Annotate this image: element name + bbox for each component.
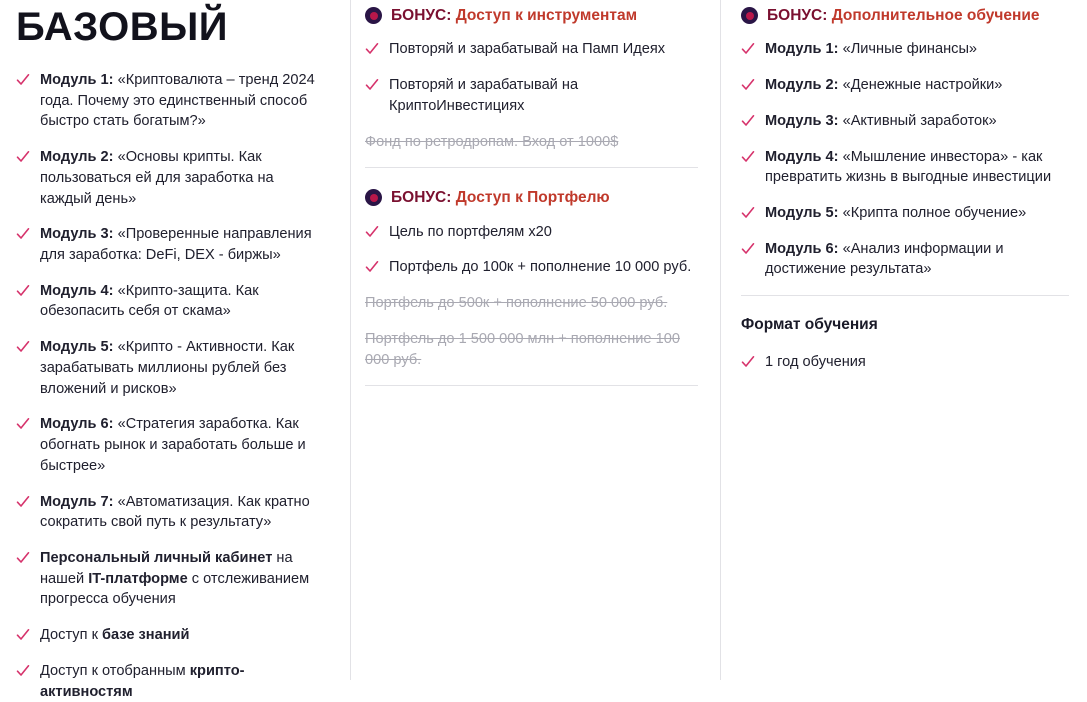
- item-rest: «Крипто - Активности. Как зарабатывать миллионы рублей без вложений и рисков»: [40, 339, 295, 397]
- item-bold: Персональный личный кабинет: [40, 549, 273, 566]
- section-divider: [741, 295, 1069, 296]
- item-bold: крипто-активностям: [40, 662, 245, 700]
- bonus-tools-list: [365, 39, 698, 152]
- page-title: БАЗОВЫЙ: [16, 5, 229, 49]
- item-bold: Модуль 5:: [765, 204, 839, 221]
- check-icon: [741, 150, 755, 164]
- list-item-disabled: [365, 293, 698, 314]
- list-item-label: Фонд по ретродропам. Вход от 1000$: [365, 133, 619, 150]
- item-rest: «Основы крипты. Как пользоваться ей для заработка на каждый день»: [40, 149, 274, 207]
- check-icon: [741, 114, 755, 128]
- item-rest-2: с отслеживанием прогресса обучения: [40, 570, 310, 608]
- bonus-column-tools: [350, 0, 720, 680]
- list-item-label: Повторяй и зарабатывай на Памп Идеях: [389, 41, 666, 58]
- bonus-portfolio-title: [391, 188, 610, 207]
- list-item-label: [40, 414, 326, 476]
- item-rest: «Крипта полное обучение»: [838, 204, 1027, 221]
- list-item: [365, 257, 698, 278]
- bonus-prefix: БОНУС:: [391, 189, 452, 207]
- list-item-disabled: [365, 132, 698, 153]
- list-item: [16, 492, 326, 533]
- list-item-label: [40, 492, 326, 533]
- item-bold: Модуль 5:: [40, 339, 114, 356]
- item-rest: на нашей: [40, 549, 293, 587]
- list-item-disabled: [365, 329, 698, 370]
- item-rest: «Крипто-защита. Как обезопасить себя от скама»: [40, 282, 259, 320]
- check-icon: [365, 42, 379, 56]
- list-item-label: Портфель до 1 500 000 млн + пополнение 100 000 руб.: [365, 330, 680, 368]
- item-rest: «Стратегия заработка. Как обогнать рынок и заработать больше и быстрее»: [40, 416, 306, 474]
- format-list: [741, 352, 1069, 373]
- item-rest: «Денежные настройки»: [838, 77, 1003, 94]
- item-bold: Модуль 2:: [765, 77, 839, 94]
- list-item: [741, 147, 1069, 188]
- check-icon: [16, 227, 30, 241]
- list-item: [741, 75, 1069, 96]
- check-icon: [741, 206, 755, 220]
- list-item: [365, 75, 698, 116]
- list-item-label: [765, 75, 1002, 96]
- list-item-label: Повторяй и зарабатывай на КриптоИнвестициях: [389, 77, 579, 114]
- item-bold-2: IT-платформе: [88, 570, 188, 587]
- check-icon: [16, 417, 30, 431]
- bonus-prefix: БОНУС:: [391, 7, 452, 24]
- list-item: [16, 147, 326, 209]
- list-item: [365, 222, 698, 243]
- item-rest: «Мышление инвестора» - как превратить жизнь в выгодные инвестиции: [765, 148, 1052, 186]
- item-bold: Модуль 4:: [765, 148, 839, 165]
- item-bold: Модуль 3:: [40, 226, 114, 243]
- list-item-label: [40, 548, 326, 610]
- check-icon: [16, 664, 30, 678]
- check-icon: [741, 78, 755, 92]
- section-divider: [365, 167, 698, 168]
- list-item-label: [40, 224, 326, 265]
- list-item-label: [765, 111, 997, 132]
- list-item-label: [765, 39, 977, 60]
- check-icon: [16, 73, 30, 87]
- item-bold: Модуль 6:: [765, 240, 839, 257]
- list-item: [741, 352, 1069, 373]
- bonus-education-title: [767, 6, 1040, 25]
- item-rest: Доступ к отобранным: [40, 662, 190, 679]
- format-section-title: Формат обучения: [741, 316, 878, 334]
- check-icon: [16, 495, 30, 509]
- item-rest: «Автоматизация. Как кратно сократить свой путь к результату»: [40, 493, 310, 531]
- plan-column-basic: [0, 0, 350, 700]
- list-item-label: [40, 70, 326, 132]
- bonus-portfolio-list: [365, 222, 698, 371]
- list-item: [16, 661, 326, 702]
- item-bold: Модуль 2:: [40, 149, 114, 166]
- list-item: [16, 414, 326, 476]
- list-item-label: [765, 147, 1069, 188]
- bonus-title-text: Доступ к Портфелю: [451, 189, 610, 207]
- item-bold: Модуль 1:: [40, 72, 114, 88]
- bonus-badge-icon: [365, 189, 382, 206]
- check-icon: [365, 260, 379, 274]
- item-rest: «Активный заработок»: [838, 112, 997, 129]
- list-item: [16, 337, 326, 399]
- bonus-education-heading: [741, 6, 1069, 25]
- check-icon: [16, 150, 30, 164]
- list-item: [16, 224, 326, 265]
- check-icon: [16, 284, 30, 298]
- list-item: [741, 111, 1069, 132]
- bonus-badge-icon: [741, 7, 758, 24]
- check-icon: [16, 628, 30, 642]
- basic-feature-list: [16, 70, 326, 702]
- list-item-label: [765, 203, 1026, 224]
- item-bold: Модуль 7:: [40, 493, 114, 510]
- check-icon: [365, 225, 379, 239]
- check-icon: [741, 242, 755, 256]
- list-item: [16, 281, 326, 322]
- item-rest: «Проверенные направления для заработка: DeFi, DEX - биржы»: [40, 226, 312, 264]
- bonus-title-text: Дополнительное обучение: [827, 7, 1040, 24]
- bonus-badge-icon: [365, 7, 382, 24]
- list-item: [365, 39, 698, 60]
- education-module-list: [741, 39, 1069, 280]
- item-bold: Модуль 4:: [40, 282, 114, 299]
- list-item: [741, 239, 1069, 280]
- list-item-label: Портфель до 100к + пополнение 10 000 руб.: [389, 259, 692, 276]
- item-bold: Модуль 1:: [765, 41, 839, 58]
- bonus-tools-heading: [365, 6, 698, 25]
- list-item-label: [40, 337, 326, 399]
- list-item: [16, 70, 326, 132]
- list-item-label: [40, 147, 326, 209]
- check-icon: [741, 42, 755, 56]
- check-icon: [365, 78, 379, 92]
- list-item-label: 1 год обучения: [765, 354, 866, 371]
- section-divider: [365, 385, 698, 386]
- list-item-label: [40, 661, 326, 702]
- list-item: [16, 548, 326, 610]
- item-rest: «Личные финансы»: [838, 41, 978, 58]
- item-bold: Модуль 6:: [40, 416, 114, 433]
- list-item-label: [40, 625, 190, 646]
- list-item-label: [765, 239, 1069, 280]
- list-item-label: Портфель до 500к + пополнение 50 000 руб.: [365, 295, 668, 312]
- list-item: [741, 39, 1069, 60]
- check-icon: [16, 340, 30, 354]
- check-icon: [16, 551, 30, 565]
- bonus-title-text: Доступ к инструментам: [451, 7, 638, 24]
- item-rest: «Криптовалюта – тренд 2024 года. Почему это единственный способ быстро стать богатым?»: [40, 72, 315, 130]
- bonus-column-education: [720, 0, 1087, 680]
- bonus-portfolio-heading: [365, 188, 698, 207]
- list-item: [16, 625, 326, 646]
- check-icon: [741, 355, 755, 369]
- item-bold: Модуль 3:: [765, 112, 839, 129]
- item-bold: базе знаний: [102, 627, 190, 644]
- item-rest: Доступ к: [40, 627, 103, 644]
- item-rest: «Анализ информации и достижение результата»: [765, 240, 1004, 278]
- bonus-tools-title: [391, 6, 637, 25]
- list-item-label: [40, 281, 326, 322]
- bonus-prefix: БОНУС:: [767, 7, 828, 24]
- list-item: [741, 203, 1069, 224]
- list-item-label: Цель по портфелям х20: [389, 223, 552, 240]
